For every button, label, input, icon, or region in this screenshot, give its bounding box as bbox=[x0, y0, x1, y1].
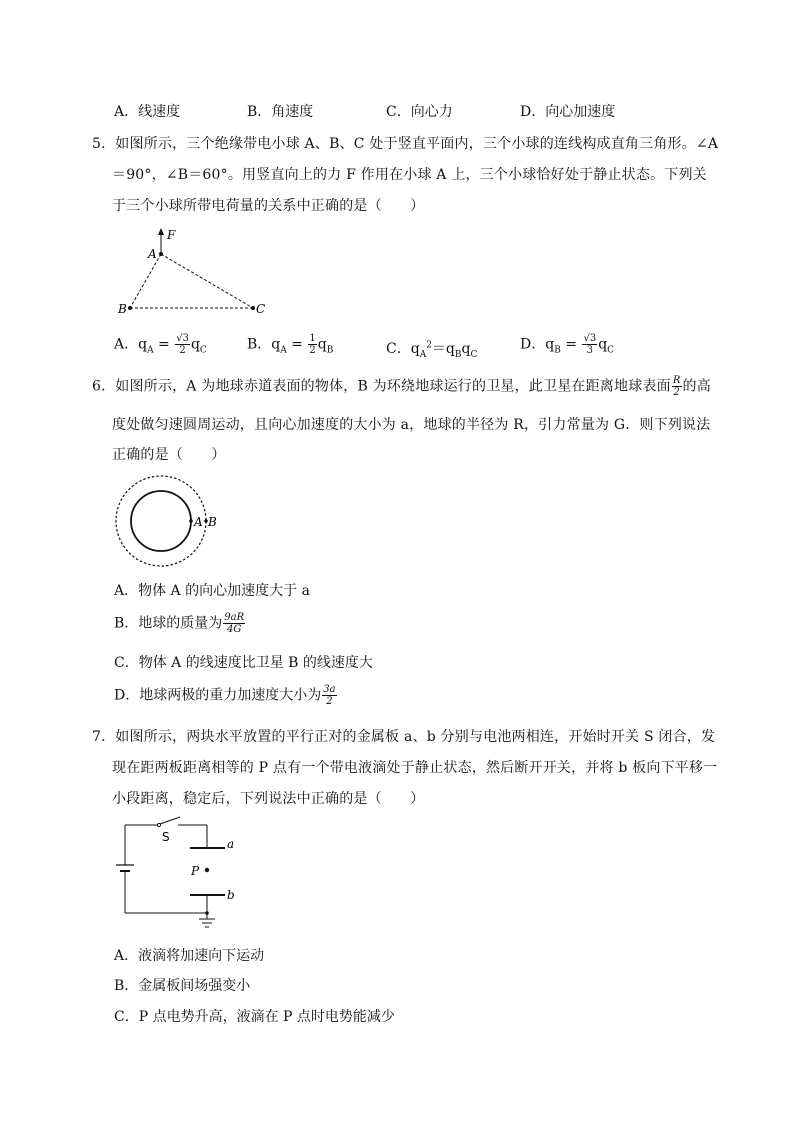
q6-option-d: D．地球两极的重力加速度大小为 $\frac{3a}{2}$ bbox=[114, 684, 336, 707]
q7-circuit-figure bbox=[110, 815, 250, 930]
q6-option-a: A．物体 A 的向心加速度大于 a bbox=[114, 583, 310, 599]
edge-ac bbox=[161, 254, 253, 308]
q5-option-d: D．$q_B$ = $\frac{√3}{3}$ $q_C$ bbox=[520, 333, 615, 356]
label-b: B bbox=[118, 302, 127, 316]
label-c: C bbox=[256, 302, 266, 316]
q6-earth-orbit-figure bbox=[114, 474, 224, 570]
q5-stem-line2: ＝90°，∠B＝60°。用竖直向上的力 F 作用在小球 A 上，三个小球恰好处于静止状态。下列关 bbox=[112, 167, 707, 183]
label-a: A bbox=[194, 515, 203, 529]
label-s: S bbox=[162, 830, 170, 844]
q5-triangle-figure bbox=[110, 222, 280, 322]
label-f: F bbox=[167, 228, 176, 242]
switch-blade bbox=[160, 817, 180, 824]
force-arrow-head bbox=[158, 228, 164, 235]
label-p: P bbox=[191, 864, 200, 878]
q5-option-a: A．$q_A$ = $\frac{√3}{2}$ $q_C$ bbox=[114, 333, 207, 356]
object-a-dot bbox=[189, 519, 193, 523]
q5-option-c: C．$q_A^2=q_Bq_C$ bbox=[386, 340, 478, 360]
q5-stem-line3: 于三个小球所带电荷量的关系中正确的是（ ） bbox=[112, 198, 425, 214]
ball-a bbox=[159, 252, 163, 256]
q5-stem-line1: 5．如图所示，三个绝缘带电小球 A、B、C 处于竖直平面内，三个小球的连线构成直角三角形。∠A bbox=[92, 136, 719, 152]
label-a: A bbox=[148, 247, 157, 261]
label-b: B bbox=[208, 515, 217, 529]
earth-circle bbox=[131, 491, 191, 551]
q7-option-b: B．金属板间场强变小 bbox=[114, 978, 251, 994]
q4-option-d: D．向心加速度 bbox=[520, 104, 616, 120]
q7-stem-line3: 小段距离，稳定后，下列说法中正确的是（ ） bbox=[112, 791, 425, 807]
q6-stem-line3: 正确的是（ ） bbox=[112, 447, 226, 463]
label-b: b bbox=[227, 888, 235, 902]
q4-option-b: B．角速度 bbox=[247, 104, 314, 120]
label-a: a bbox=[227, 837, 235, 851]
q6-stem-line1: 6．如图所示，A 为地球赤道表面的物体，B 为环绕地球运行的卫星，此卫星在距离地球表面 $\frac{R}{2}$ 的高 bbox=[92, 375, 711, 398]
q5-option-b: B．$q_A$ = $\frac{1}{2}$ $q_B$ bbox=[247, 333, 334, 356]
q7-option-a: A．液滴将加速向下运动 bbox=[114, 948, 265, 964]
q6-stem-line2: 度处做匀速圆周运动，且向心加速度的大小为 a，地球的半径为 R，引力常量为 G．则下列说法 bbox=[112, 417, 711, 433]
q6-option-c: C．物体 A 的线速度比卫星 B 的线速度大 bbox=[114, 655, 373, 671]
q7-stem-line2: 现在距两板距离相等的 P 点有一个带电液滴处于静止状态，然后断开开关，并将 b 板向下平移一 bbox=[112, 760, 718, 776]
q6-option-b: B．地球的质量为 $\frac{9aR}{4G}$ bbox=[114, 612, 245, 635]
q4-option-c: C．向心力 bbox=[386, 104, 453, 120]
q7-stem-line1: 7．如图所示，两块水平放置的平行正对的金属板 a、b 分别与电池两相连，开始时开关 S 闭合，发 bbox=[92, 729, 716, 745]
edge-ab bbox=[130, 254, 161, 308]
ball-c bbox=[251, 306, 255, 310]
q7-option-c: C．P 点电势升高，液滴在 P 点时电势能减少 bbox=[114, 1009, 395, 1025]
point-p bbox=[205, 868, 209, 872]
q4-option-a: A．线速度 bbox=[114, 104, 181, 120]
ball-b bbox=[128, 306, 132, 310]
